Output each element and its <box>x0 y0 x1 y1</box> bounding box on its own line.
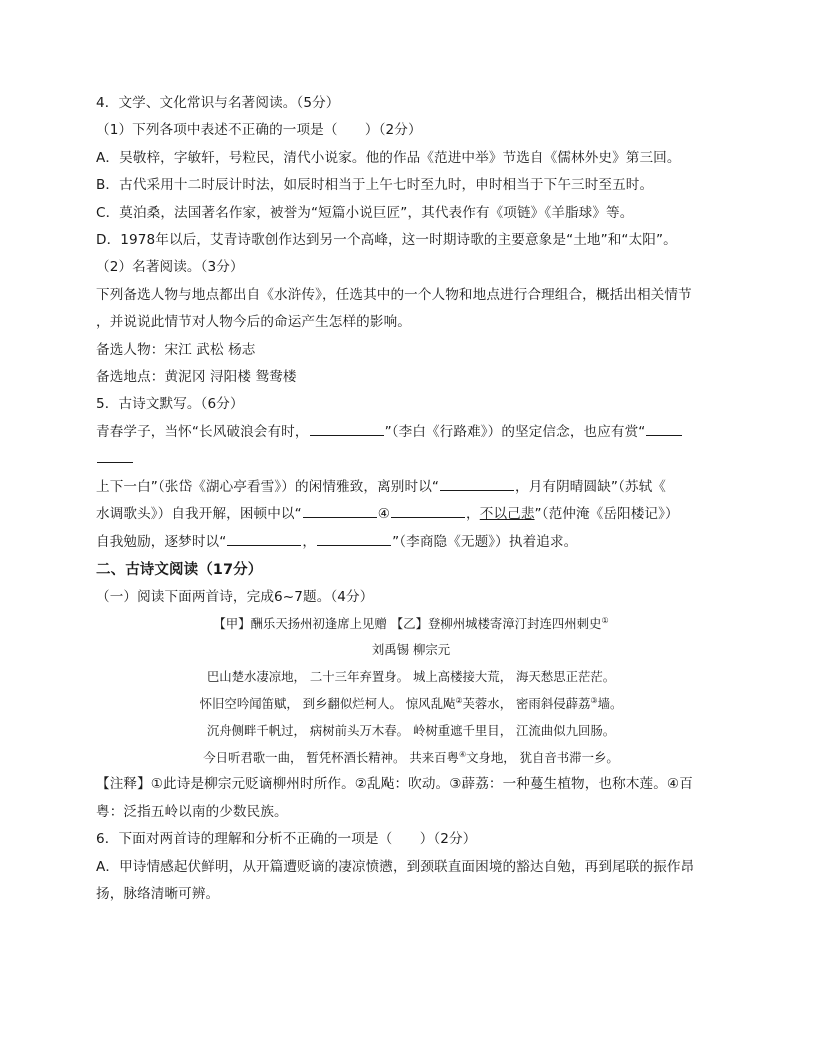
q5-text: ”（李商隐《无题》）执着追求。 <box>392 533 578 550</box>
q5-title: 5．古诗文默写。（6分） <box>96 396 244 413</box>
q5-text: 自我勉励，逐梦时以“ <box>96 533 227 550</box>
q5-text: ④ <box>377 506 391 523</box>
exam-page <box>96 90 726 908</box>
q5-text: ”（范仲淹《岳阳楼记》） <box>534 506 679 523</box>
poem-text: 墙。 <box>597 696 623 712</box>
q5-text: 上下一白”（张岱《湖心亭看雪》）的闲情雅致，离别时以“ <box>96 478 440 495</box>
poem-titles <box>96 611 726 637</box>
notes-line1: 【注释】①此诗是柳宗元贬谪柳州时所作。②乱飐：吹动。③薜荔：一种蔓生植物，也称木莲。④百 <box>96 776 693 793</box>
q5-line5 <box>96 529 726 556</box>
q4-para-line1: 下列备选人物与地点都出自《水浒传》，任选其中的一个人物和地点进行合理组合，概括出相关情节 <box>96 286 692 303</box>
q5-line2 <box>96 446 726 473</box>
q5-text: 水调歌头》）自我开解，困顿中以“ <box>96 506 302 523</box>
poem-line-1: 巴山楚水凄凉地， 二十三年弃置身。 城上高楼接大荒， 海天愁思正茫茫。 <box>206 669 616 685</box>
q4-para-line2: ，并说说此情节对人物今后的命运产生怎样的影响。 <box>96 314 411 331</box>
poem-text: 文身地， 犹自音书滞一乡。 <box>466 750 619 766</box>
poem-text: 今日听君歌一曲， 暂凭杯酒长精神。 共来百粤 <box>203 750 459 766</box>
q5-text: ”（李白《行路难》）的坚定信念，也应有赏“ <box>384 423 646 440</box>
q4-option-a: A．吴敬梓，字敏轩，号粒民，清代小说家。他的作品《范进中举》节选自《儒林外史》第三回。 <box>96 149 681 166</box>
note-marker: ③ <box>590 696 598 706</box>
section-2-sub1: （一）阅读下面两首诗，完成6~7题。（4分） <box>96 588 374 605</box>
fill-blank[interactable] <box>227 532 301 546</box>
q4-option-c: C．莫泊桑，法国著名作家，被誉为“短篇小说巨匠”，其代表作有《项链》《羊脂球》等。 <box>96 204 634 221</box>
poem-line-4 <box>96 744 726 771</box>
q5-underlined-text: 不以己悲 <box>479 506 535 523</box>
q5-text: ，月有阴晴圆缺”（苏轼《 <box>515 478 667 495</box>
fill-blank[interactable] <box>310 422 384 436</box>
q5-line3 <box>96 474 726 501</box>
q5-line4 <box>96 501 726 528</box>
q4-people: 备选人物：宋江 武松 杨志 <box>96 341 256 358</box>
note-marker: ① <box>601 616 609 626</box>
section-2-title: 二、古诗文阅读（17分） <box>96 561 263 578</box>
poem-text: 芙蓉水， 密雨斜侵薜荔 <box>462 696 591 712</box>
fill-blank[interactable] <box>391 504 465 518</box>
q5-text: 青春学子，当怀“长风破浪会有时， <box>96 423 309 440</box>
q4-option-b: B．古代采用十二时辰计时法，如辰时相当于上午七时至九时，申时相当于下午三时至五时。 <box>96 177 654 194</box>
q4-sub1: （1）下列各项中表述不正确的一项是（ ）（2分） <box>96 122 422 139</box>
notes-line2: 粤：泛指五岭以南的少数民族。 <box>96 803 288 820</box>
q5-line1 <box>96 419 726 446</box>
poem-titles-text: 【甲】酬乐天扬州初逢席上见赠 【乙】登柳州城楼寄漳汀封连四州刺史 <box>213 616 602 632</box>
q4-option-d: D．1978年以后，艾青诗歌创作达到另一个高峰，这一时期诗歌的主要意象是“土地”和“太阳”。 <box>96 232 677 249</box>
q5-text: ， <box>302 533 317 550</box>
poem-text: 怀旧空吟闻笛赋， 到乡翻似烂柯人。 惊风乱飐 <box>199 696 456 712</box>
q5-text: ， <box>466 506 480 523</box>
poem-line-3: 沉舟侧畔千帆过， 病树前头万木春。 岭树重遮千里目， 江流曲似九回肠。 <box>206 723 616 739</box>
fill-blank[interactable] <box>97 449 133 463</box>
q4-sub2: （2）名著阅读。（3分） <box>96 259 244 276</box>
q4-places: 备选地点：黄泥冈 浔阳楼 鸳鸯楼 <box>96 369 297 386</box>
q4-title: 4．文学、文化常识与名著阅读。（5分） <box>96 95 340 111</box>
fill-blank[interactable] <box>303 504 377 518</box>
poem-line-2 <box>96 690 726 717</box>
fill-blank[interactable] <box>440 477 514 491</box>
q6-option-a-line2: 扬，脉络清晰可辨。 <box>96 885 220 902</box>
poem-authors: 刘禹锡 柳宗元 <box>371 642 451 658</box>
note-marker: ② <box>455 696 463 706</box>
q6-title: 6．下面对两首诗的理解和分析不正确的一项是（ ）（2分） <box>96 831 477 848</box>
fill-blank[interactable] <box>317 532 391 546</box>
q6-option-a-line1: A．甲诗情感起伏鲜明，从开篇遭贬谪的凄凉愤懑，到颈联直面困境的豁达自勉，再到尾联的振作昂 <box>96 858 695 875</box>
note-marker: ④ <box>458 750 467 760</box>
fill-blank[interactable] <box>646 422 682 436</box>
